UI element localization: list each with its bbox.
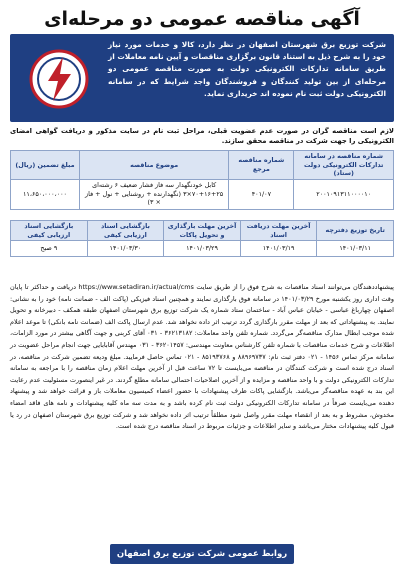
table-cell: ۱۴۰۱/۰۳/۳۰ — [87, 241, 164, 257]
table-header-cell: بازگشایی اسناد ارزیابی کیفی — [87, 221, 164, 241]
table-row — [11, 241, 394, 257]
table-header-cell: مبلغ تضمین (ریال) — [11, 151, 80, 180]
table-header-cell: آخرین مهلت دریافت اسناد — [240, 221, 317, 241]
table-header-cell: شماره مناقصه مرجع — [229, 151, 294, 180]
title-row — [10, 6, 394, 32]
table-header-cell: تاریخ توزیع دفترچه — [317, 221, 394, 241]
intro-banner — [10, 34, 394, 122]
table-cell: ۱۴۰۱/۰۳/۲۹ — [164, 241, 241, 257]
table-cell: ۴۰۱/۰۷ — [229, 179, 294, 209]
tender-info-table — [10, 150, 394, 210]
table-cell: ۱۴۰۱/۰۳/۱۹ — [240, 241, 317, 257]
table-header-cell: بازگشایی اسناد ارزیابی کیفی — [11, 221, 88, 241]
banner-text: شرکت توزیع برق شهرستان اصفهان در نظر دارد، کالا و خدمات مورد نیاز خود را به شرح ذیل به استناد قانون برگزاری مناقصات و آیین نامه معاملات از طریق سامانه تدارکات الکترونیکی دولت به صورت مناقصه عمومی دو مرحله‌ای از بین تولید کنندگان و فروشندگان واجد شرایط که در سامانه الکترونیکی دولت ثبت نام نموده اند خریداری نماید. — [108, 40, 386, 98]
page-title: آگهی مناقصه عمومی دو مرحله‌ای — [44, 8, 360, 30]
intro-paragraph: لازم است مناقصه گران در صورت عدم عضویت قبلی، مراحل ثبت نام در سایت مذکور و دریافت گواهی امضای الکترونیکی را جهت شرکت در مناقصه محقق سازند. — [10, 127, 394, 145]
table-cell: ۱۴۰۱/۰۳/۱۱ — [317, 241, 394, 257]
table-cell: ۱۱،۶۵۰،۰۰۰،۰۰۰ — [11, 179, 80, 209]
schedule-table — [10, 220, 394, 257]
table-header-cell: موضوع مناقصه — [79, 151, 228, 180]
table-header-row — [11, 151, 394, 180]
table-cell: کابل خودنگهدار سه فاز فشار ضعیف ۶ رشته‌ای ۲۵+۱۶+۷۰×۳ (نگهدارنده + روشنایی + نول + فاز × ۳) — [79, 179, 228, 209]
table-header-cell: آخرین مهلت بارگذاری و تحویل پاکات — [164, 221, 241, 241]
table-header-cell: شماره مناقصه در سامانه تدارکات الکترونیکی دولت (ستاد) — [294, 151, 394, 180]
table-cell: ۹ صبح — [11, 241, 88, 257]
table-header-row — [11, 221, 394, 241]
table-row — [11, 179, 394, 209]
body-paragraph: پیشنهاددهندگان می‌توانند اسناد مناقصات به شرح فوق را از طریق سایت https://www.setadiran.ir/actual/cms دریافت و حداکثر تا پایان وقت اداری روز یکشنبه مورخ ۱۴۰۱/۰۳/۲۹ در سامانه فوق بارگذاری نمایند و همچنین اسناد فیزیکی (پاکت الف - ضمانت نامه) خود را به نشانی: اصفهان چهارباغ عباسی - خیابان عباس آباد - ساختمان ستاد شماره یک شرکت توزیع برق شهرستان اصفهان طبقه همکف - دبیرخانه و تحویل نمایند. به پیشنهاداتی که بعد از مهلت مقرر بارگذاری گردد ترتیب اثر داده نخواهد شد. عدم ارسال پاکت الف (ضمانت نامه بانکی) تا موعد اعلام شده موجب ابطال مدارک مناقصه‌گر می‌گردد. شماره تلفن واحد معاملات: ۳۶۲۱۳۱۸۲ - ۰۳۱ آقای کربنی و جهت آگاهی بیشتر در مورد الزامات، اطلاعات و شرح خدمات مناقصات با شماره تلفن کارشناس معاونت مهندسی: ۳۶۲۰۱۴۵۷ - ۰۳۱ مهندس آقابابایی جهت انجام مراحل عضویت در سامانه مرکز تماس ۱۴۵۶ - ۰۲۱ دفتر ثبت نام: ۸۸۹۶۹۷۳۷ و ۸۵۱۹۳۷۶۸ - ۰۲۱ تماس حاصل فرمایید. مبلغ ودیعه تضمین شرکت در مناقصه، در اسناد درج شده است و شرکت کنندگان در مناقصه می‌بایست تا ۷۲ ساعت قبل از آخرین مهلت اعلام زمان مناقصه را با مراجعه به سامانه تدارکات الکترونیکی دولت و با واحد مناقصه و مزایده و از آخرین اصلاحیات احتمالی سامانه مطلع گردند. در غیر اینصورت مسئولیت عدم رعایت این بند به عهده مناقصه‌گر می‌باشد. بازگشایی پاکات ظرف پیشنهادات با حضور اعضاء کمیسیون معاملات باز و قرائت خواهد شد و پیشنهاد دهنده می‌بایست صرفاً در سامانه تدارکات الکترونیکی دولت ثبت نام کرده باشد و به مدت سه ماه کلیه پیشنهادات و نامه های فاقد امضاء مخدوش، مشروط و به بعد از انقضاء مهلت مقرر واصل شود مطلقاً ترتیب اثر داده نخواهد شد و شرکت توزیع برق شهرستان اصفهان در رد یا قبول کلیه پیشنهادات مختار می‌باشد و سایر اطلاعات و جزئیات مربوط در اسناد مناقصه درج شده است. — [10, 283, 395, 431]
electricity-company-logo-icon — [28, 48, 90, 110]
table-cell: ۲۰۰۱۰۹۱۳۱۱۰۰۰۰۱۰ — [294, 179, 394, 209]
footer-banner: روابط عمومی شرکت توزیع برق اصفهان — [110, 544, 294, 564]
